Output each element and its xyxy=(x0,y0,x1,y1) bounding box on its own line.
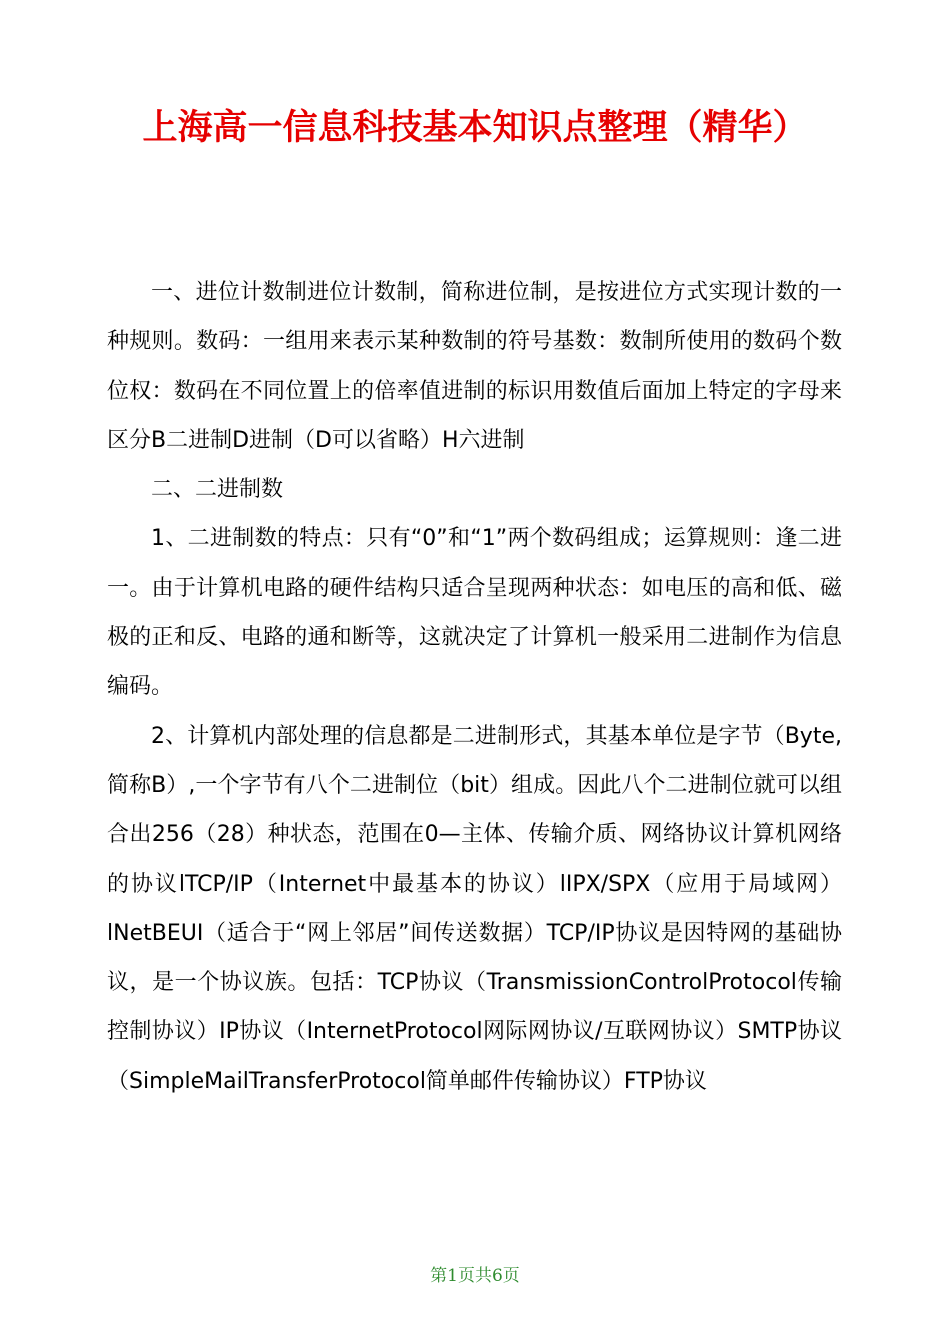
page-number-footer: 第1页共6页 xyxy=(430,1266,520,1286)
paragraph-number-systems: 一、进位计数制进位计数制，简称进位制，是按进位方式实现计数的一种规则。数码：一组用来表示某种数制的符号基数：数制所使用的数码个数位权：数码在不同位置上的倍率值进制的标识用数值后面加上特定的字母来区分B二进制D进制（D可以省略）H六进制 xyxy=(107,280,842,453)
paragraph-byte-and-protocols: 2、计算机内部处理的信息都是二进制形式，其基本单位是字节（Byte,简称B）,一个字节有八个二进制位（bit）组成。因此八个二进制位就可以组合出256（28）种状态，范围在0—主体、传输介质、网络协议计算机网络的协议lTCP/IP（Internet中最基本的协议）lIPX/SPX（应用于局域网）lNetBEUI（适合于“网上邻居”间传送数据）TCP/IP协议是因特网的基础协议，是一个协议族。包括：TCP协议（TransmissionControlProtocol传输控制协议）IP协议（InternetProtocol网际网协议/互联网协议）SMTP协议（SimpleMailTransferProtocol简单邮件传输协议）FTP协议 xyxy=(107,723,842,1094)
section-heading-binary: 二、二进制数 xyxy=(151,477,284,503)
document-body xyxy=(107,268,842,1106)
paragraph-binary-features: 1、二进制数的特点：只有“0”和“1”两个数码组成；运算规则：逢二进一。由于计算机电路的硬件结构只适合呈现两种状态：如电压的高和低、磁极的正和反、电路的通和断等，这就决定了计算机一般采用二进制作为信息编码。 xyxy=(107,526,842,700)
document-title: 上海高一信息科技基本知识点整理（精华） xyxy=(142,108,808,148)
